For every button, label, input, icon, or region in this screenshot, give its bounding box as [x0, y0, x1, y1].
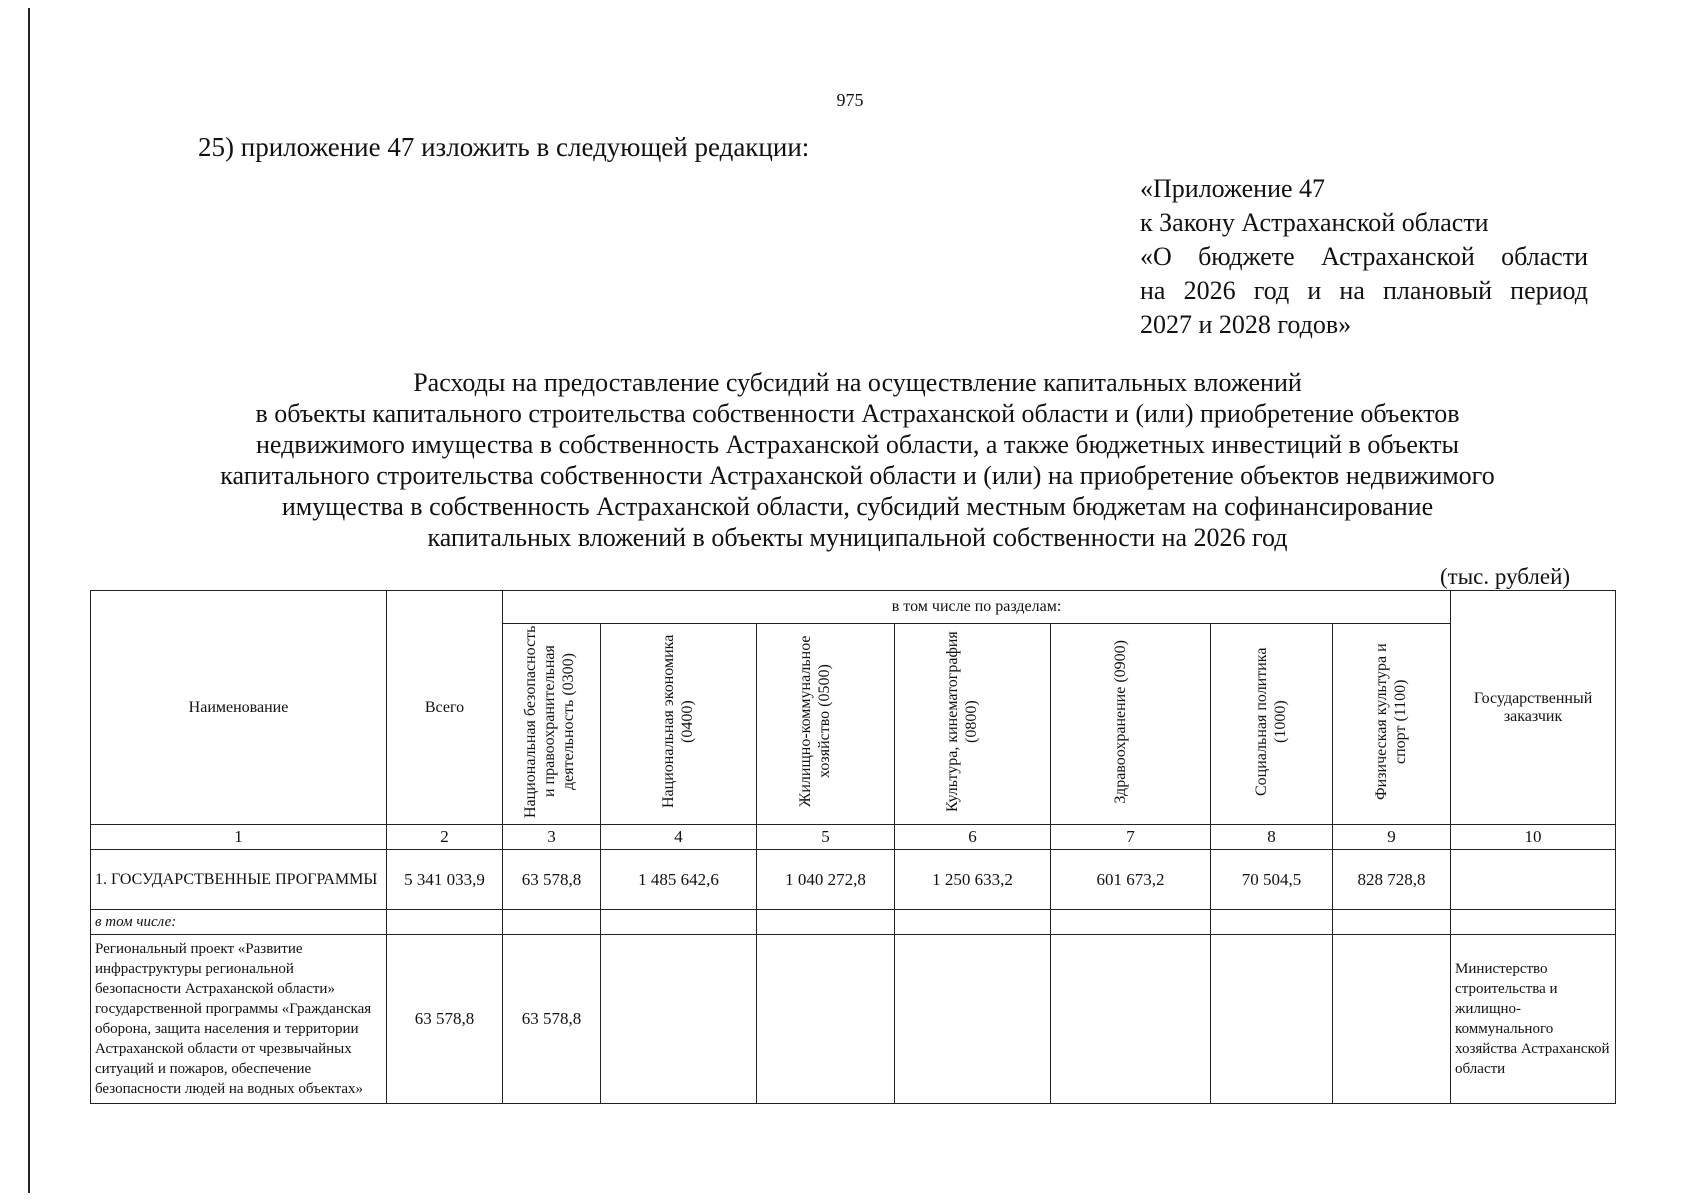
- table-row: [91, 910, 1616, 935]
- row-name: Региональный проект «Развитие инфраструктуры региональной безопасности Астраханской области» государственной программы «Гражданская оборона, защита населения и территории Астраханской области от чрезвычайных ситуаций и пожаров, обеспечение безопасности людей на водных объектах»: [91, 935, 387, 1104]
- row-s0300: 63 578,8: [503, 935, 601, 1104]
- header-section-0400: Национальная экономика (0400): [601, 624, 757, 825]
- row-total: 5 341 033,9: [387, 850, 503, 910]
- row-s1100: [1333, 935, 1451, 1104]
- appendix-line-2: к Закону Астраханской области: [1140, 208, 1489, 237]
- budget-table: [90, 590, 1616, 1104]
- column-number: 2: [387, 825, 503, 850]
- appendix-line-5: 2027 и 2028 годов»: [1140, 310, 1352, 339]
- header-total: Всего: [387, 591, 503, 825]
- row-s0400: 1 485 642,6: [601, 850, 757, 910]
- header-row-1: [91, 591, 1616, 624]
- title-line-2: в объекты капитального строительства собственности Астраханской области и (или) приобретение объектов: [255, 399, 1460, 428]
- intro-text: 25) приложение 47 изложить в следующей редакции:: [198, 132, 810, 162]
- appendix-line-1: «Приложение 47: [1140, 174, 1326, 203]
- title-line-6: капитальных вложений в объекты муниципальной собственности на 2026 год: [427, 523, 1288, 552]
- row-name: в том числе:: [91, 910, 387, 935]
- header-section-0300: Национальная безопасность и правоохранительная деятельность (0300): [503, 624, 601, 825]
- row-s0800: [895, 935, 1051, 1104]
- row-name: 1. ГОСУДАРСТВЕННЫЕ ПРОГРАММЫ: [91, 850, 387, 910]
- title-line-3: недвижимого имущества в собственность Астраханской области, а также бюджетных инвестиций в объекты: [255, 430, 1460, 459]
- document-title: [160, 367, 1555, 553]
- row-customer: Министерство строительства и жилищно-коммунального хозяйства Астраханской области: [1451, 935, 1616, 1104]
- row-s1100: 828 728,8: [1333, 850, 1451, 910]
- row-s0500: 1 040 272,8: [757, 850, 895, 910]
- column-number: 3: [503, 825, 601, 850]
- appendix-heading: [1140, 172, 1588, 342]
- header-section-0900: Здравоохранение (0900): [1051, 624, 1211, 825]
- row-total: 63 578,8: [387, 935, 503, 1104]
- title-line-1: Расходы на предоставление субсидий на осуществление капитальных вложений: [413, 368, 1302, 397]
- column-number: 4: [601, 825, 757, 850]
- table-row: [91, 935, 1616, 1104]
- column-number: 8: [1211, 825, 1333, 850]
- header-section-0800: Культура, кинематография (0800): [895, 624, 1051, 825]
- row-s0400: [601, 935, 757, 1104]
- header-name: Наименование: [91, 591, 387, 825]
- header-section-1000: Социальная политика (1000): [1211, 624, 1333, 825]
- row-s1000: [1211, 935, 1333, 1104]
- header-section-1100: Физическая культура и спорт (1100): [1333, 624, 1451, 825]
- appendix-line-4: на 2026 год и на плановый период: [1140, 276, 1588, 305]
- column-number: 1: [91, 825, 387, 850]
- row-s1000: 70 504,5: [1211, 850, 1333, 910]
- row-customer: [1451, 850, 1616, 910]
- appendix-line-3: «О бюджете Астраханской области: [1140, 242, 1588, 271]
- row-s0800: 1 250 633,2: [895, 850, 1051, 910]
- row-s0500: [757, 935, 895, 1104]
- row-s0900: [1051, 935, 1211, 1104]
- title-line-4: капитального строительства собственности Астраханской области и (или) на приобретение объектов недвижимого: [220, 461, 1495, 490]
- column-number: 6: [895, 825, 1051, 850]
- column-number: 10: [1451, 825, 1616, 850]
- header-customer: Государственный заказчик: [1451, 591, 1616, 825]
- table-row: [91, 850, 1616, 910]
- row-s0300: 63 578,8: [503, 850, 601, 910]
- header-sections-group: в том числе по разделам:: [503, 591, 1451, 624]
- unit-label: (тыс. рублей): [1440, 564, 1571, 589]
- column-number: 5: [757, 825, 895, 850]
- row-s0900: 601 673,2: [1051, 850, 1211, 910]
- page-margin-line: [28, 8, 30, 1193]
- column-number: 7: [1051, 825, 1211, 850]
- column-number: 9: [1333, 825, 1451, 850]
- header-section-0500: Жилищно-коммунальное хозяйство (0500): [757, 624, 895, 825]
- title-line-5: имущества в собственность Астраханской области, субсидий местным бюджетам на софинансирование: [281, 492, 1434, 521]
- page-number: 975: [836, 90, 864, 110]
- column-number-row: [91, 825, 1616, 850]
